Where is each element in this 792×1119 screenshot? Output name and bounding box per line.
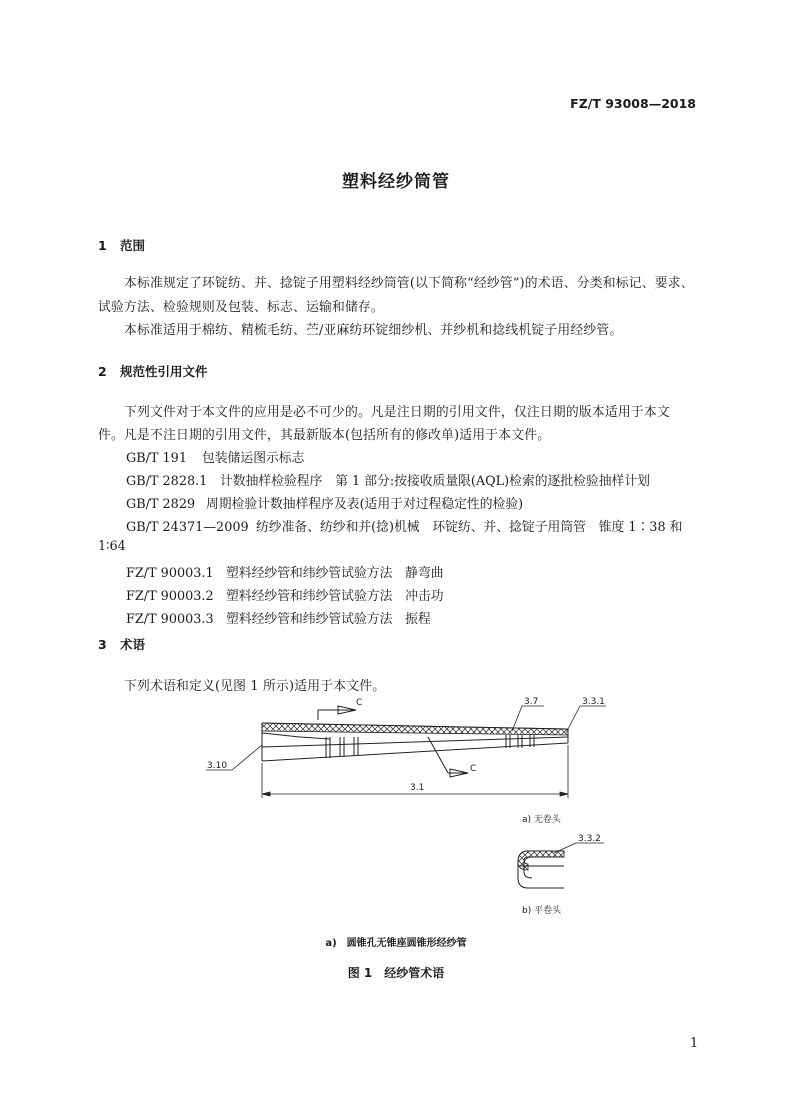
reference-code: GB/T 24371—2009: [126, 520, 249, 535]
subfigure-label-b: b) 平卷头: [522, 906, 562, 916]
label-c-bottom: C: [470, 764, 477, 774]
reference-title: 周期检验计数抽样程序及表(适用于对过程稳定性的检验): [206, 497, 524, 512]
label-3-10: 3.10: [207, 761, 228, 771]
hatched-band-main: [262, 723, 568, 735]
label-c-top: C: [356, 698, 363, 708]
subfigure-label-a: a) 无卷头: [522, 815, 561, 825]
reference-code: GB/T 191: [126, 451, 187, 466]
label-3-3-2: 3.3.2: [578, 834, 601, 844]
leader-3-3-1: [566, 706, 606, 733]
page-number: 1: [690, 1036, 699, 1051]
label-3-3-1: 3.3.1: [582, 697, 605, 707]
reference-code: FZ/T 90003.2: [126, 589, 214, 604]
section-marker-bottom: [428, 737, 468, 777]
section-title: 范围: [120, 238, 146, 253]
reference-title: 塑料经纱管和纬纱管试验方法 静弯曲: [226, 566, 444, 581]
reference-title: 塑料经纱管和纬纱管试验方法 振程: [226, 612, 431, 627]
reference-title: 纺纱准备、纺纱和并(捻)机械 环锭纺、并、捻锭子用筒管 锥度 1∶38 和: [256, 520, 683, 535]
reference-code: FZ/T 90003.3: [126, 612, 214, 627]
reference-title: 包装储运图示标志: [202, 451, 305, 466]
section-number: 1: [98, 238, 107, 253]
standard-number: FZ/T 93008—2018: [570, 96, 696, 111]
scope-paragraph-1-line-1: 本标准规定了环锭纺、并、捻锭子用塑料经纱筒管(以下简称“经纱管”)的术语、分类和标记、要求、: [124, 276, 694, 291]
reference-title: 1∶64: [98, 539, 126, 554]
scope-paragraph-1-line-2: 试验方法、检验规则及包装、标志、运输和储存。: [98, 300, 384, 315]
grooves-left: [326, 737, 358, 758]
document-title: 塑料经纱筒管: [342, 172, 450, 192]
label-3-7: 3.7: [524, 697, 539, 707]
label-3-1: 3.1: [410, 783, 425, 793]
section-number: 3: [98, 637, 107, 652]
section-marker-top: [318, 706, 356, 720]
scope-paragraph-2: 本标准适用于棉纺、精梳毛纺、苎/亚麻纺环锭细纱机、并纱机和捻线机锭子用经纱管。: [124, 323, 623, 338]
leader-3-7: [512, 706, 544, 731]
figure-subcaption: a) 圆锥孔无锥座圆锥形经纱管: [325, 938, 467, 949]
section-number: 2: [98, 364, 107, 379]
section-title: 术语: [120, 637, 146, 652]
terms-intro: 下列术语和定义(见图 1 所示)适用于本文件。: [124, 679, 386, 694]
normative-intro-line-2: 件。凡是不注日期的引用文件，其最新版本(包括所有的修改单)适用于本文件。: [98, 428, 551, 443]
reference-title: 计数抽样检验程序 第 1 部分:按接收质量限(AQL)检索的逐批检验抽样计划: [220, 474, 650, 489]
reference-code: GB/T 2829: [126, 497, 196, 512]
reference-code: FZ/T 90003.1: [126, 566, 214, 581]
figure-caption: 图 1 经纱管术语: [347, 966, 445, 980]
normative-intro-line-1: 下列文件对于本文件的应用是必不可少的。凡是注日期的引用文件，仅注日期的版本适用于本文: [124, 405, 670, 420]
section-title: 规范性引用文件: [120, 364, 208, 379]
reference-title: 塑料经纱管和纬纱管试验方法 冲击功: [226, 589, 444, 604]
reference-code: GB/T 2828.1: [126, 474, 208, 489]
